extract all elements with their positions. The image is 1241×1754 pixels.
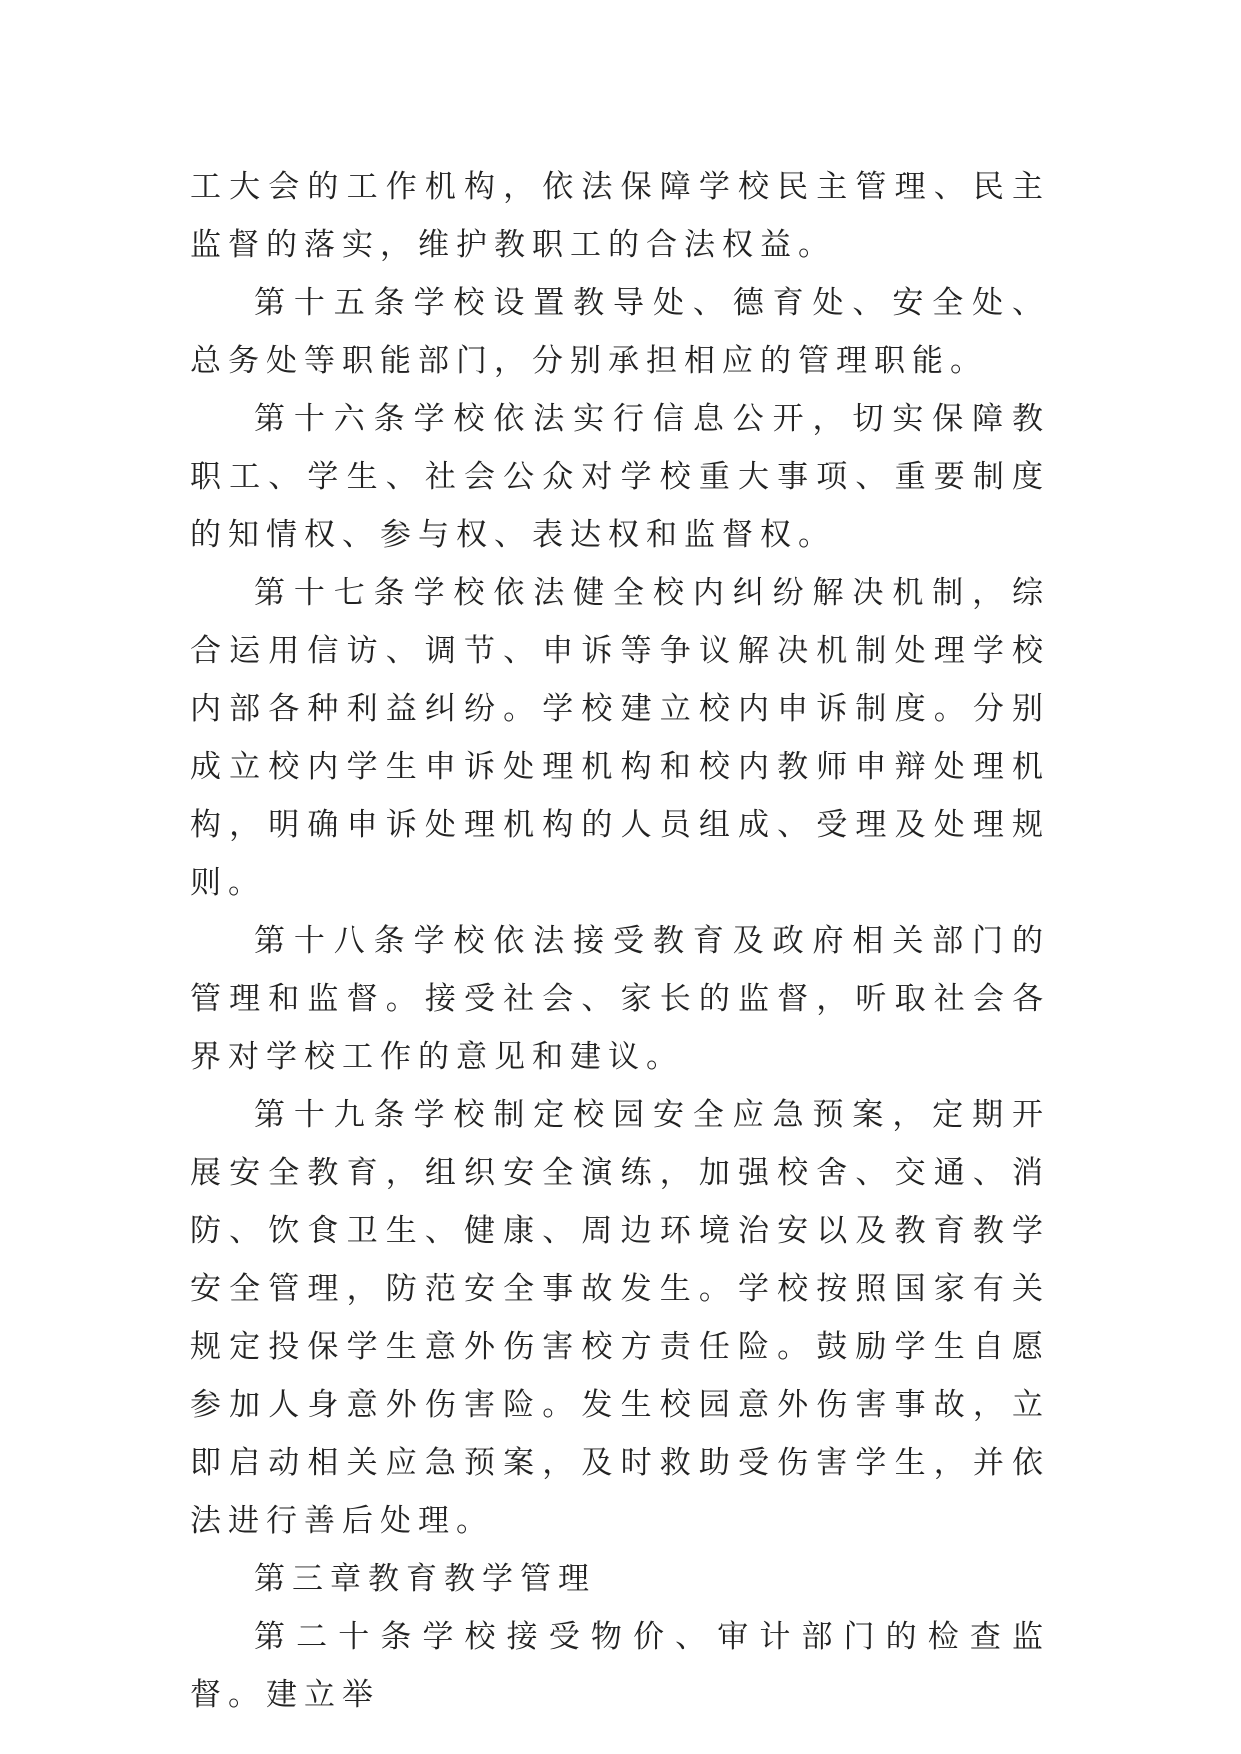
article-16: 第十六条学校依法实行信息公开，切实保障教职工、学生、社会公众对学校重大事项、重要制度的知情权、参与权、表达权和监督权。 xyxy=(190,401,1050,553)
document-body xyxy=(190,158,1050,1724)
article-19: 第十九条学校制定校园安全应急预案，定期开展安全教育，组织安全演练，加强校舍、交通、消防、饮食卫生、健康、周边环境治安以及教育教学安全管理，防范安全事故发生。学校按照国家有关规定投保学生意外伤害校方责任险。鼓励学生自愿参加人身意外伤害险。发生校园意外伤害事故，立即启动相关应急预案，及时救助受伤害学生，并依法进行善后处理。 xyxy=(190,1097,1050,1539)
article-20: 第二十条学校接受物价、审计部门的检查监督。建立举 xyxy=(190,1619,1050,1713)
chapter-3-heading: 第三章教育教学管理 xyxy=(254,1561,596,1597)
paragraph-continuation: 工大会的工作机构，依法保障学校民主管理、民主监督的落实，维护教职工的合法权益。 xyxy=(190,169,1050,263)
article-15: 第十五条学校设置教导处、德育处、安全处、总务处等职能部门，分别承担相应的管理职能。 xyxy=(190,285,1050,379)
article-18: 第十八条学校依法接受教育及政府相关部门的管理和监督。接受社会、家长的监督，听取社会各界对学校工作的意见和建议。 xyxy=(190,923,1050,1075)
article-17: 第十七条学校依法健全校内纠纷解决机制，综合运用信访、调节、申诉等争议解决机制处理学校内部各种利益纠纷。学校建立校内申诉制度。分别成立校内学生申诉处理机构和校内教师申辩处理机构，明确申诉处理机构的人员组成、受理及处理规则。 xyxy=(190,575,1050,901)
